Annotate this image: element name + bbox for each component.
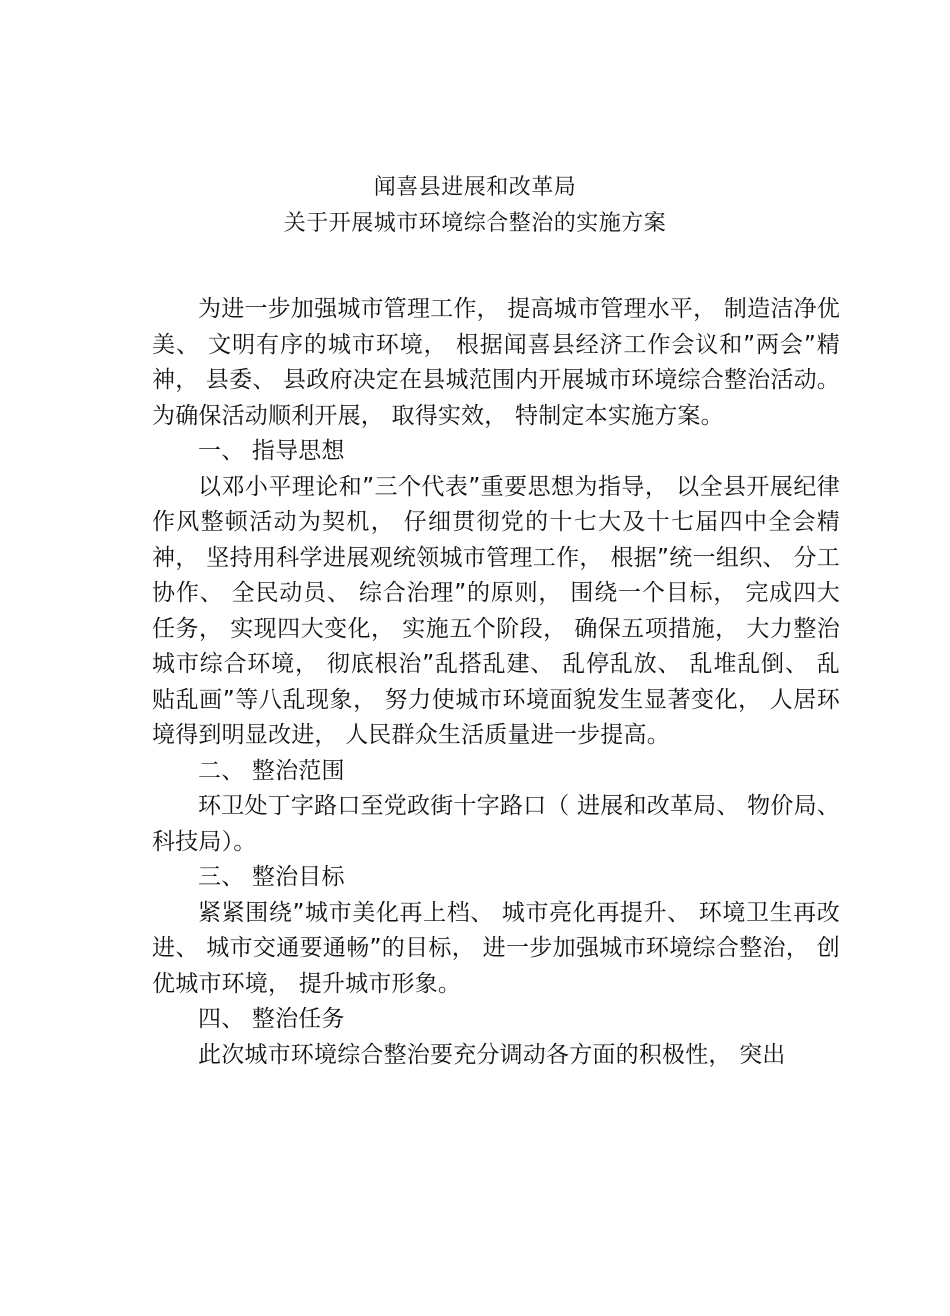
document-title: 闻喜县进展和改革局 (373, 175, 577, 200)
scope-paragraph: 环卫处丁字路口至党政街十字路口（ 进展和改革局、 物价局、 科技局）。 (152, 793, 840, 855)
document-body (152, 292, 840, 1073)
section-heading-guiding-ideology: 一、 指导思想 (198, 438, 345, 464)
tasks-paragraph: 此次城市环境综合整治要充分调动各方面的积极性， 突出 (198, 1041, 786, 1068)
section-heading-scope: 二、 整治范围 (198, 757, 345, 784)
section-heading-goals: 三、 整治目标 (198, 864, 345, 890)
section-heading-tasks: 四、 整治任务 (198, 1006, 345, 1032)
intro-paragraph: 为进一步加强城市管理工作， 提高城市管理水平， 制造洁净优美、 文明有序的城市环境， 根据闻喜县经济工作会议和”两会”精神， 县委、 县政府决定在县城范围内开展城市环境综合整治活动。为确保活动顺利开展， 取得实效， 特制定本实施方案。 (152, 296, 840, 429)
guiding-ideology-paragraph: 以邓小平理论和”三个代表”重要思想为指导， 以全县开展纪律作风整顿活动为契机， 仔细贯彻党的十七大及十七届四中全会精神， 坚持用科学进展观统领城市管理工作， 根据”统一组织、 分工协作、 全民动员、 综合治理”的原则， 围绕一个目标， 完成四大任务， 实现四大变化， 实施五个阶段， 确保五项措施， 大力整治城市综合环境， 彻底根治”乱搭乱建、 乱停乱放、 乱堆乱倒、 乱贴乱画”等八乱现象， 努力使城市环境面貌发生显著变化， 人居环境得到明显改进， 人民群众生活质量进一步提高。 (152, 473, 840, 748)
document-subtitle: 关于开展城市环境综合整治的实施方案 (283, 211, 667, 236)
goals-paragraph: 紧紧围绕”城市美化再上档、 城市亮化再提升、 环境卫生再改进、 城市交通要通畅”的目标， 进一步加强城市环境综合整治， 创优城市环境， 提升城市形象。 (152, 899, 840, 997)
